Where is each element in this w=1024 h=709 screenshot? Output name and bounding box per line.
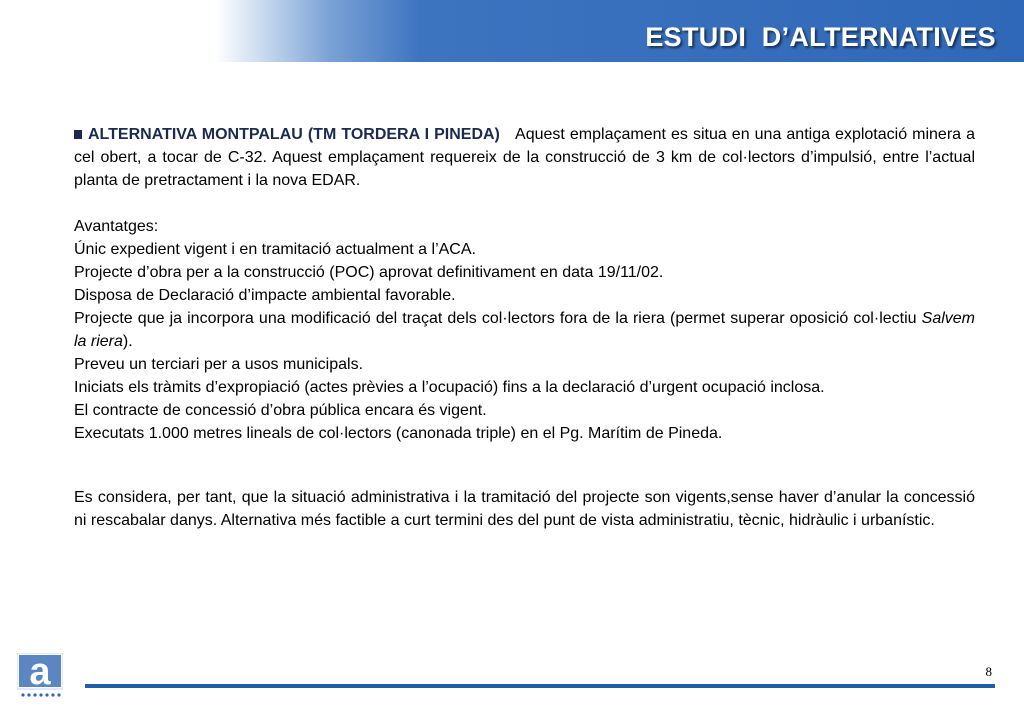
square-bullet-icon [74, 130, 82, 139]
footer-divider [85, 684, 995, 688]
advantage-item: Iniciats els tràmits d’expropiació (actes prèvies a l’ocupació) fins a la declaració d’urgent ocupació inclosa. [74, 379, 825, 396]
page-title: ESTUDI D’ALTERNATIVES [645, 22, 996, 52]
advantage-item [74, 307, 975, 353]
advantage-item: Executats 1.000 metres lineals de col·lectors (canonada triple) en el Pg. Marítim de Pineda. [74, 425, 723, 442]
advantages-label: Avantatges: [74, 218, 159, 235]
advantage-text: Projecte que ja incorpora una modificació del traçat dels col·lectors fora de la riera (permet superar oposició col·lectiu [74, 310, 922, 327]
advantage-item: El contracte de concessió d’obra pública encara és vigent. [74, 402, 487, 419]
advantage-text-end: ). [122, 333, 133, 350]
page-number: 8 [985, 664, 992, 679]
advantage-italic-text: Salvem la riera [74, 310, 975, 350]
advantage-item: Disposa de Declaració d’impacte ambiental favorable. [74, 287, 456, 304]
advantage-item: Únic expedient vigent i en tramitació actualment a l’ACA. [74, 241, 476, 258]
intro-text: Aquest emplaçament es situa en una antiga explotació minera a cel obert, a tocar de C-32. Aquest emplaçament requereix de la construcció de 3 km de col·lectors d’impulsió, entre l’actual planta de pretractament i la nova EDAR. [74, 126, 975, 189]
company-logo [17, 653, 63, 699]
alternative-heading: ALTERNATIVA MONTPALAU (TM TORDERA I PINEDA) [88, 126, 500, 143]
conclusion-paragraph: Es considera, per tant, que la situació administrativa i la tramitació del projecte son vigents,sense haver d’anular la concessió ni rescabalar danys. Alternativa més factible a curt termini des del punt de vista administratiu, tècnic, hidràulic i urbanístic. [74, 489, 975, 529]
intro-paragraph [74, 123, 975, 192]
header-band [0, 0, 1024, 62]
logo-letter: a [29, 653, 51, 693]
slide-content [74, 123, 975, 532]
advantage-item: Preveu un terciari per a usos municipals. [74, 356, 364, 373]
advantage-item: Projecte d’obra per a la construcció (POC) aprovat definitivament en data 19/11/02. [74, 264, 664, 281]
